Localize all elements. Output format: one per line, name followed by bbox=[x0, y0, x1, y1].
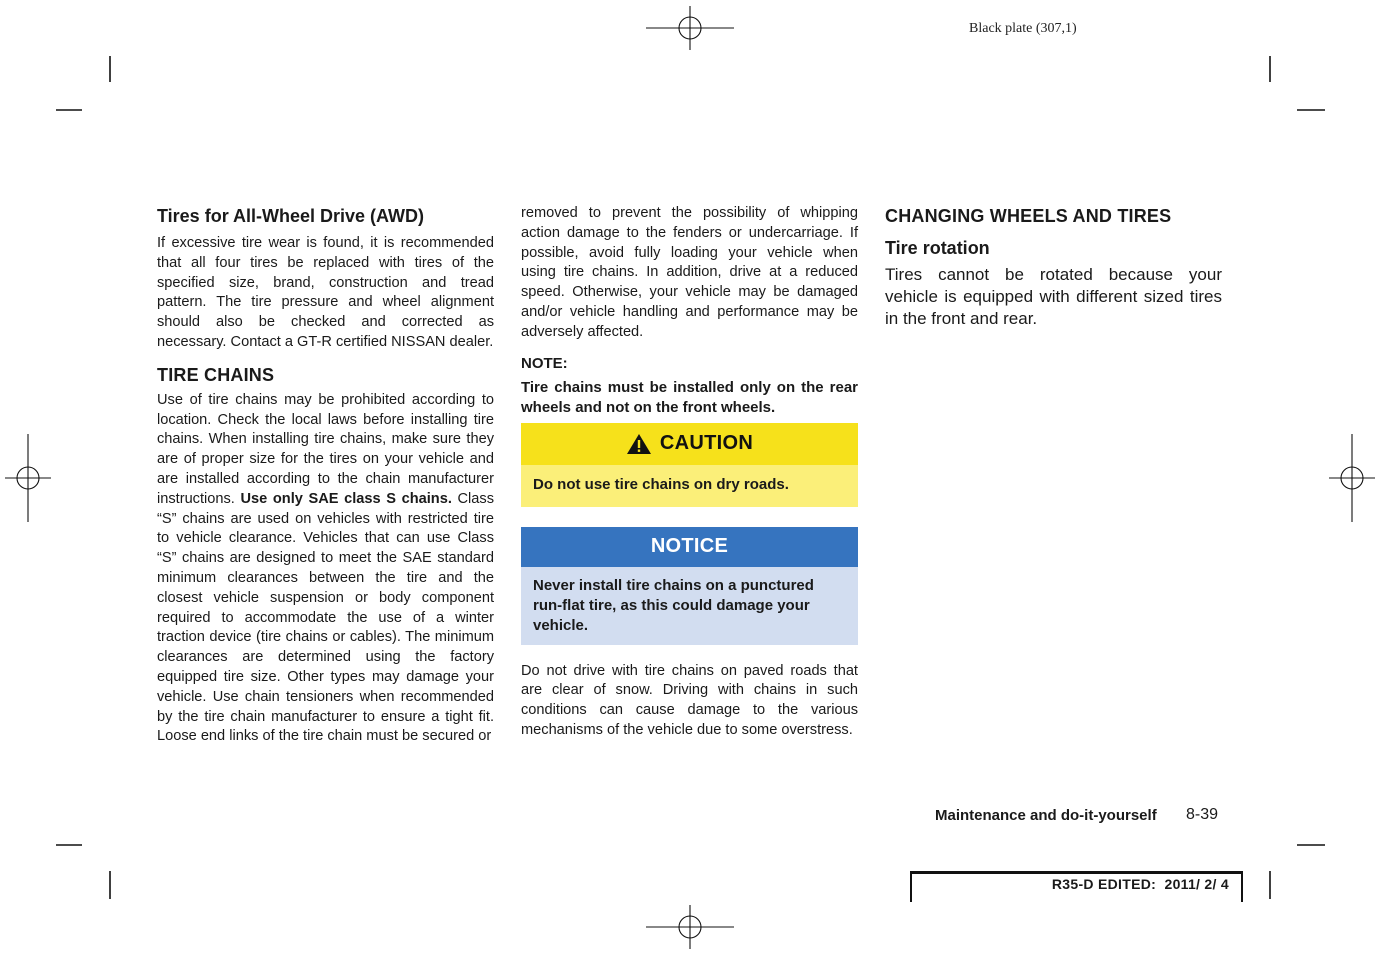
note-label: NOTE: bbox=[521, 354, 568, 372]
awd-paragraph: If excessive tire wear is found, it is recommended that all four tires be replaced with tires of the specified size, brand, construction and tread pattern. The tire pressure and wheel alignment should also be checked and corrected as necessary. Contact a GT-R certified NISSAN dealer. bbox=[157, 235, 494, 350]
awd-heading: Tires for All-Wheel Drive (AWD) bbox=[157, 206, 425, 226]
tire-chains-heading: TIRE CHAINS bbox=[157, 364, 275, 385]
caution-title: CAUTION bbox=[659, 432, 754, 455]
column-left bbox=[157, 204, 494, 747]
caution-box bbox=[521, 423, 858, 507]
column-right bbox=[885, 204, 1222, 330]
tire-chains-text-2: Class “S” chains are used on vehicles with restricted tire to vehicle clearance. Vehicles that can use Class “S” chains are designed to meet the SAE standard minimum clearances between the tire and the closest vehicle suspension or body component required to accommodate the use of a winter traction device (tire chains or cables). The minimum clearances are determined using the factory equipped tire size. Other types may damage your vehicle. Use chain tensioners when recommended by the tire chain manufacturer to ensure a tight fit. Loose end links of the tire chain must be secured or bbox=[157, 490, 494, 745]
warning-triangle-icon bbox=[626, 433, 652, 455]
column-middle bbox=[521, 204, 858, 741]
note-text: Tire chains must be installed only on the rear wheels and not on the front wheels. bbox=[521, 378, 858, 416]
black-plate-label: Black plate (307,1) bbox=[969, 21, 1077, 36]
edited-stamp-text: R35-D EDITED: 2011/ 2/ 4 bbox=[1051, 876, 1229, 892]
caution-text: Do not use tire chains on dry roads. bbox=[521, 465, 858, 507]
footer-section-title: Maintenance and do-it-yourself bbox=[935, 807, 1157, 824]
tire-rotation-heading: Tire rotation bbox=[885, 238, 990, 258]
sae-class-emphasis: Use only SAE class S chains. bbox=[240, 490, 452, 507]
notice-title: NOTICE bbox=[650, 535, 729, 558]
tire-rotation-paragraph: Tires cannot be rotated because your vehicle is equipped with different sized tires in the front and rear. bbox=[885, 265, 1222, 328]
continued-paragraph: removed to prevent the possibility of whipping action damage to the fenders or undercarriage. If possible, avoid fully loading your vehicle when using tire chains. In addition, drive at a reduced speed. Otherwise, your vehicle may be damaged and/or vehicle handling and performance may be adversely affected. bbox=[521, 205, 858, 340]
page-number: 8-39 bbox=[1186, 806, 1219, 823]
notice-box bbox=[521, 527, 858, 645]
caution-header bbox=[521, 423, 858, 465]
notice-text: Never install tire chains on a punctured run-flat tire, as this could damage your vehicle. bbox=[521, 567, 858, 645]
tire-chains-text-1: Use of tire chains may be prohibited according to location. Check the local laws before installing tire chains. When installing tire chains, make sure they are of proper size for the tires on your vehicle and are installed according to the chain manufacturer instructions. bbox=[157, 391, 494, 507]
paved-roads-paragraph: Do not drive with tire chains on paved roads that are clear of snow. Driving with chains in such conditions can cause damage to the various mechanisms of the vehicle due to some overstress. bbox=[521, 662, 858, 738]
changing-wheels-heading: CHANGING WHEELS AND TIRES bbox=[885, 206, 1172, 226]
tire-chains-paragraph bbox=[157, 391, 494, 747]
notice-header bbox=[521, 527, 858, 567]
edited-stamp-box bbox=[910, 871, 1243, 902]
